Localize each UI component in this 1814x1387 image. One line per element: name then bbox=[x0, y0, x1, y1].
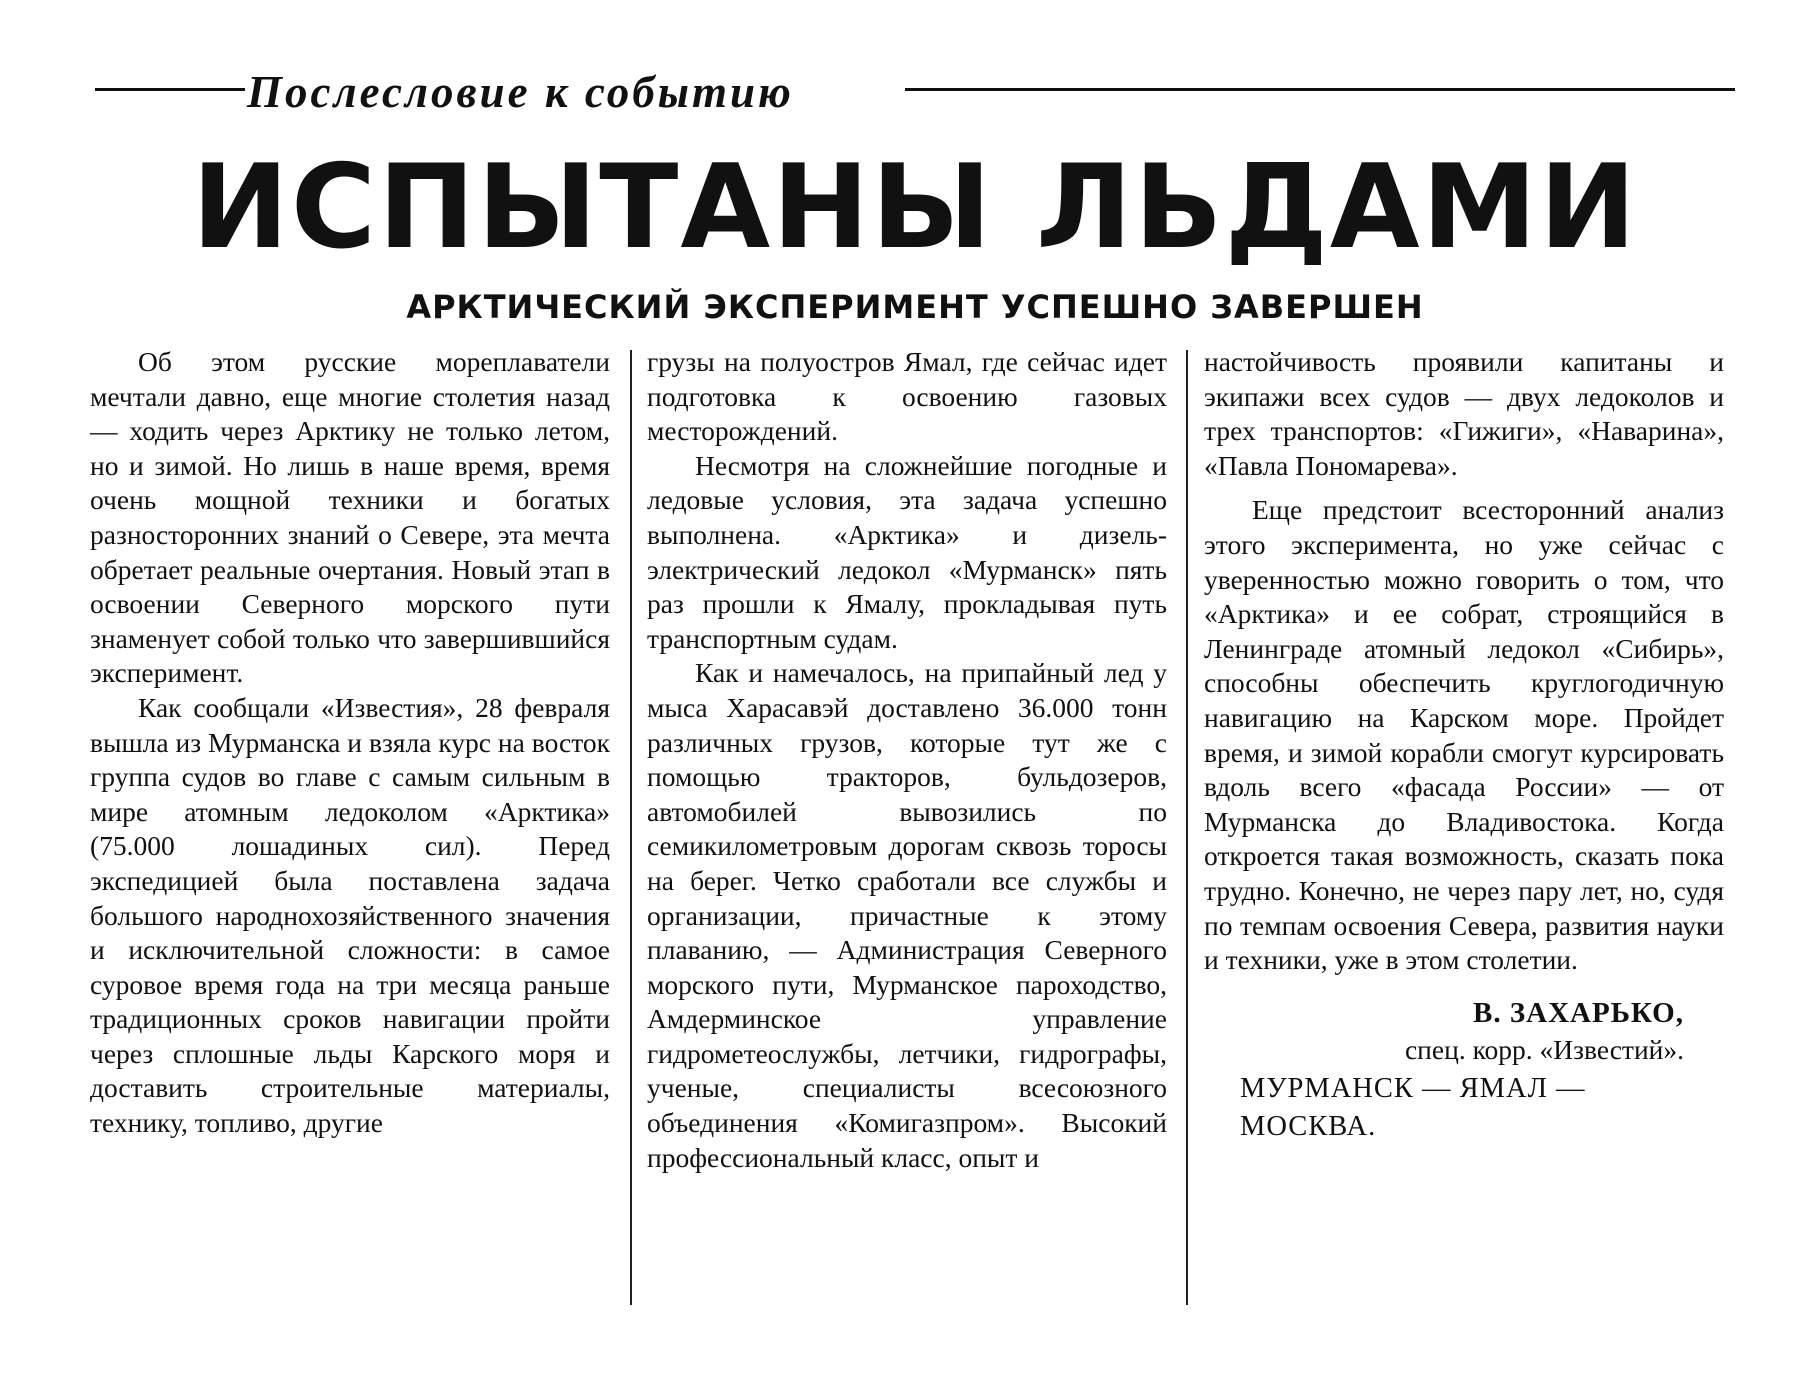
article-paragraph: настойчивость проявили капитаны и экипажи всех судов — двух ледоколов и трех транспортов: «Гижиги», «Наварина», «Павла Пономарева». bbox=[1204, 346, 1724, 481]
dateline-line-2: МОСКВА. bbox=[1240, 1110, 1377, 1142]
byline bbox=[1204, 994, 1724, 1068]
headline: ИСПЫТАНЫ ЛЬДАМИ bbox=[191, 140, 1639, 275]
rubric-rule-left bbox=[95, 88, 245, 91]
author-role: спец. корр. «Известий». bbox=[1404, 1033, 1684, 1065]
article-paragraph: Об этом русские мореплаватели мечтали давно, еще многие столетия назад — ходить через Арктику не только летом, но и зимой. Но лишь в наше время, время очень мощной техники и богатых разносторонних знаний о Севере, эта мечта обретает реальные очертания. Новый этап в освоении Северного морского пути знаменует собой только что завершившийся эксперимент. bbox=[90, 346, 610, 689]
article-column-1 bbox=[90, 345, 610, 1345]
article-paragraph: Несмотря на сложнейшие погодные и ледовые условия, эта задача успешно выполнена. «Арктика» и дизель-электрический ледокол «Мурманск» пять раз прошли к Ямалу, прокладывая путь транспортным судам. bbox=[647, 449, 1167, 654]
article-column-3 bbox=[1204, 345, 1724, 1345]
dateline-line-1: МУРМАНСК — ЯМАЛ — bbox=[1240, 1072, 1586, 1104]
author-name: В. ЗАХАРЬКО, bbox=[1473, 996, 1684, 1029]
column-rule bbox=[630, 350, 632, 1305]
article-column-2 bbox=[647, 345, 1167, 1345]
column-rule bbox=[1186, 350, 1188, 1305]
article-paragraph: Еще предстоит всесторонний анализ этого эксперимента, но уже сейчас с уверенностью можно говорить о том, что «Арктика» и ее собрат, строящийся в Ленинграде атомный ледокол «Сибирь», способны обеспечить круглогодичную навигацию на Карском море. Пройдет время, и зимой корабли смогут курсировать вдоль всего «фасада России» — от Мурманска до Владивостока. Когда откроется такая возможность, сказать пока трудно. Конечно, не через пару лет, но, судя по темпам освоения Севера, развития науки и техники, уже в этом столетии. bbox=[1204, 494, 1724, 976]
rubric-rule-right bbox=[905, 88, 1735, 91]
dateline bbox=[1204, 1070, 1724, 1146]
article-paragraph: грузы на полуостров Ямал, где сейчас идет подготовка к освоению газовых месторождений. bbox=[647, 346, 1167, 447]
rubric: Послесловие к событию bbox=[247, 67, 794, 117]
subheadline: АРКТИЧЕСКИЙ ЭКСПЕРИМЕНТ УСПЕШНО ЗАВЕРШЕН bbox=[406, 288, 1424, 326]
article-paragraph: Как сообщали «Известия», 28 февраля вышла из Мурманска и взяла курс на восток группа судов во главе с самым сильным в мире атомным ледоколом «Арктика» (75.000 лошадиных сил). Перед экспедицией была поставлена задача большого народнохозяйственного значения и исключительной сложности: в самое суровое время года на три месяца раньше традиционных сроков навигации пройти через сплошные льды Карского моря и доставить строительные материалы, технику, топливо, другие bbox=[90, 691, 610, 1139]
rubric-row bbox=[95, 60, 1735, 124]
article-paragraph: Как и намечалось, на припайный лед у мыса Харасавэй доставлено 36.000 тонн различных грузов, которые тут же с помощью тракторов, бульдозеров, автомобилей вывозились по семикилометровым дорогам сквозь торосы на берег. Четко сработали все службы и организации, причастные к этому плаванию, — Администрация Северного морского пути, Мурманское пароходство, Амдерминское управление гидрометеослужбы, летчики, гидрографы, ученые, специалисты всесоюзного объединения «Комигазпром». Высокий профессиональный класс, опыт и bbox=[647, 657, 1167, 1173]
